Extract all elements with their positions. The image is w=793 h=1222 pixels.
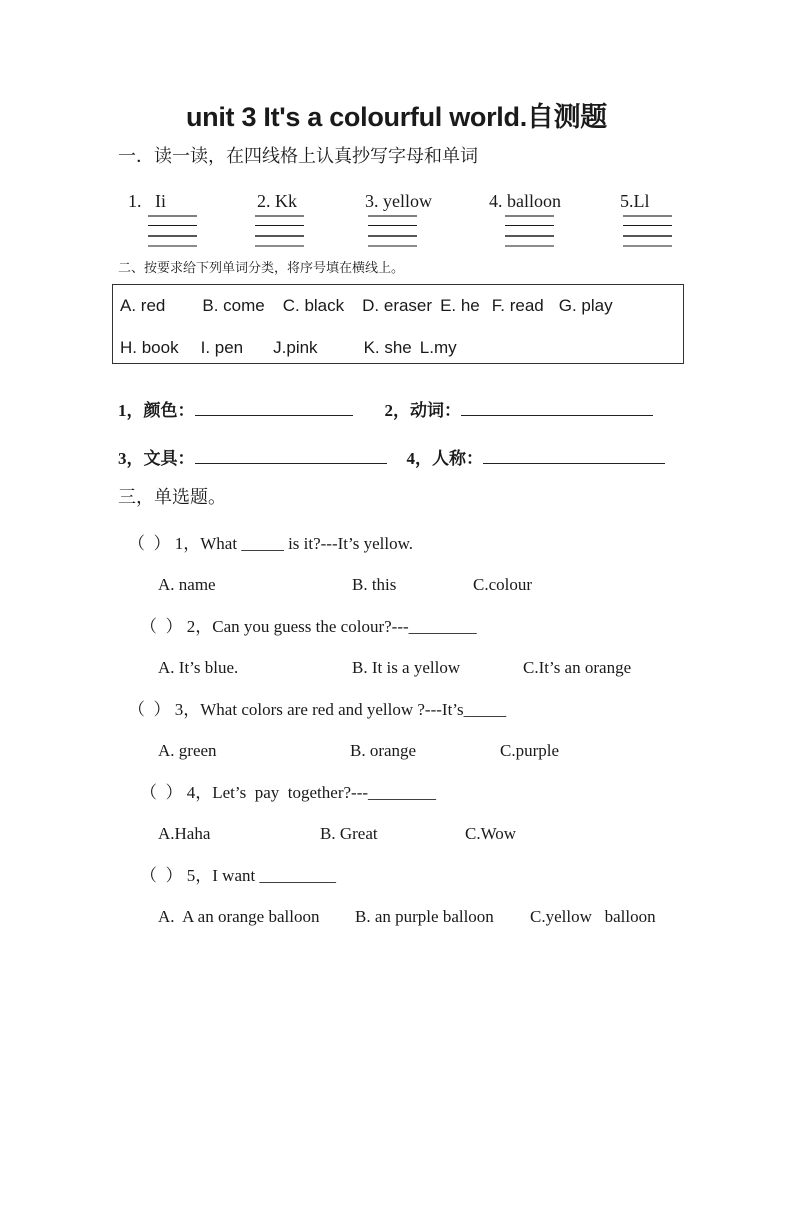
option-c: C.purple bbox=[500, 741, 560, 760]
grid-line bbox=[368, 245, 417, 247]
word-bank-box bbox=[112, 284, 684, 364]
grid-line bbox=[623, 225, 672, 226]
answer-line-colors bbox=[195, 398, 353, 416]
question-3-stem: （ ） 3，What colors are red and yellow ?---It’s_____ bbox=[128, 700, 507, 719]
question-5-options bbox=[158, 906, 793, 928]
question-4-stem: （ ） 4，Let’s pay together?---________ bbox=[140, 783, 437, 802]
word-bank-row-2 bbox=[120, 337, 683, 359]
writing-grid bbox=[255, 215, 304, 247]
grid-line bbox=[623, 235, 672, 237]
question-2-options bbox=[158, 657, 793, 679]
grid-line bbox=[148, 245, 197, 247]
classify-label-stationery: 3，文具： bbox=[118, 449, 195, 468]
grid-line bbox=[505, 225, 554, 226]
option-a: A. A an orange balloon bbox=[158, 907, 320, 926]
option-c: C.colour bbox=[473, 575, 533, 594]
grid-line bbox=[255, 215, 304, 217]
grid-line bbox=[148, 225, 197, 226]
copy-item-1 bbox=[128, 190, 166, 212]
grid-line bbox=[148, 235, 197, 237]
option-b: B. It is a yellow bbox=[352, 658, 461, 677]
option-b: B. this bbox=[352, 575, 397, 594]
answer-line-verbs bbox=[461, 398, 653, 416]
classify-row-2 bbox=[118, 446, 793, 470]
copy-item-label: 1. Ii bbox=[128, 191, 166, 211]
word-bank-item: I. pen bbox=[200, 338, 244, 357]
option-b: B. an purple balloon bbox=[355, 907, 494, 926]
grid-line bbox=[623, 245, 672, 247]
word-bank-item: E. he bbox=[440, 296, 480, 315]
grid-line bbox=[623, 215, 672, 217]
word-bank-item: H. book bbox=[120, 338, 179, 357]
option-a: A. green bbox=[158, 741, 217, 760]
word-bank-item: G. play bbox=[558, 296, 613, 315]
copy-item-5 bbox=[620, 190, 650, 212]
answer-line-stationery bbox=[195, 446, 387, 464]
option-a: A.Haha bbox=[158, 824, 211, 843]
copy-item-2 bbox=[257, 190, 297, 212]
classify-label-verbs: 2，动词： bbox=[384, 401, 461, 420]
section3-heading: 三，单选题。 bbox=[118, 487, 226, 507]
grid-line bbox=[505, 245, 554, 247]
grid-line bbox=[368, 215, 417, 217]
writing-grid bbox=[505, 215, 554, 247]
question-5-stem: （ ） 5，I want _________ bbox=[140, 866, 336, 885]
word-bank-item: D. eraser bbox=[362, 296, 433, 315]
section2-heading: 二、按要求给下列单词分类，将序号填在横线上。 bbox=[118, 260, 405, 275]
question-1-stem: （ ） 1，What _____ is it?---It’s yellow. bbox=[128, 534, 414, 553]
option-a: A. name bbox=[158, 575, 216, 594]
copy-item-3 bbox=[365, 190, 432, 212]
page-title: unit 3 It's a colourful world.自测题 bbox=[185, 102, 608, 132]
word-bank-row-1 bbox=[120, 295, 683, 317]
grid-line bbox=[148, 215, 197, 217]
answer-line-pronouns bbox=[483, 446, 665, 464]
classify-label-pronouns: 4，人称： bbox=[406, 449, 483, 468]
writing-grid bbox=[148, 215, 197, 247]
grid-line bbox=[368, 235, 417, 237]
copy-item-label: 3. yellow bbox=[365, 191, 432, 211]
worksheet-page bbox=[0, 100, 793, 928]
word-bank-item: B. come bbox=[202, 296, 265, 315]
copy-practice-row bbox=[0, 190, 793, 258]
option-c: C.yellow balloon bbox=[530, 907, 656, 926]
section1-heading: 一．读一读，在四线格上认真抄写字母和单词 bbox=[118, 146, 478, 166]
copy-item-label: 4. balloon bbox=[489, 191, 561, 211]
word-bank-item: C. black bbox=[282, 296, 345, 315]
option-c: C.Wow bbox=[465, 824, 517, 843]
option-b: B. Great bbox=[320, 824, 378, 843]
grid-line bbox=[368, 225, 417, 226]
option-b: B. orange bbox=[350, 741, 417, 760]
word-bank-item: A. red bbox=[120, 296, 166, 315]
question-4-options bbox=[158, 823, 793, 845]
copy-item-label: 2. Kk bbox=[257, 191, 297, 211]
grid-line bbox=[505, 235, 554, 237]
word-bank-item: L.my bbox=[419, 338, 457, 357]
writing-grid bbox=[623, 215, 672, 247]
question-2-stem: （ ） 2，Can you guess the colour?---________ bbox=[140, 617, 477, 636]
word-bank-item: J.pink bbox=[273, 338, 318, 357]
copy-item-label: 5.Ll bbox=[620, 191, 650, 211]
copy-item-4 bbox=[489, 190, 561, 212]
grid-line bbox=[505, 215, 554, 217]
classify-label-colors: 1，颜色： bbox=[118, 401, 195, 420]
grid-line bbox=[255, 235, 304, 237]
classify-row-1 bbox=[118, 398, 793, 422]
grid-line bbox=[255, 225, 304, 226]
option-c: C.It’s an orange bbox=[523, 658, 632, 677]
writing-grid bbox=[368, 215, 417, 247]
option-a: A. It’s blue. bbox=[158, 658, 239, 677]
grid-line bbox=[255, 245, 304, 247]
word-bank-item: F. read bbox=[491, 296, 544, 315]
word-bank-item: K. she bbox=[363, 338, 412, 357]
question-3-options bbox=[158, 740, 793, 762]
question-1-options bbox=[158, 574, 793, 596]
